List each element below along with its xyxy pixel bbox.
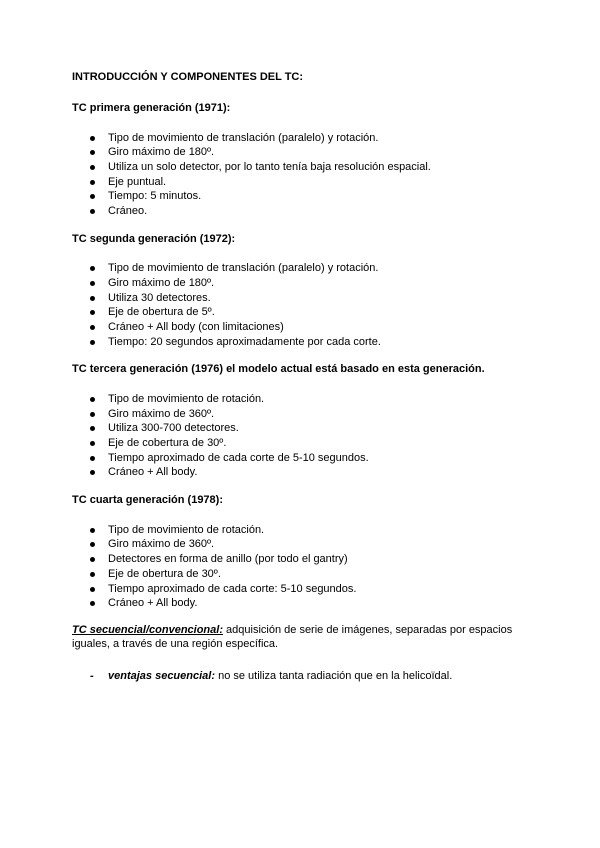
list-item: Eje de obertura de 30º.	[72, 567, 532, 582]
list-item: Eje de obertura de 5º.	[72, 305, 532, 320]
list-item: Tiempo: 5 minutos.	[72, 189, 532, 204]
bullet-icon	[90, 150, 95, 155]
bullet-icon	[90, 426, 95, 431]
list-item: Eje de cobertura de 30º.	[72, 436, 532, 451]
list-item: Tipo de movimiento de translación (paralelo) y rotación.	[72, 131, 532, 146]
list-item: Cráneo + All body.	[72, 596, 532, 611]
dash-bullet: -	[90, 670, 94, 683]
list-item: Giro máximo de 180º.	[72, 145, 532, 160]
bullet-icon	[90, 441, 95, 446]
bullet-icon	[90, 340, 95, 345]
secuencial-term: TC secuencial/convencional:	[72, 623, 223, 636]
ventajas-item	[72, 669, 532, 684]
list-item: Tipo de movimiento de rotación.	[72, 392, 532, 407]
bullet-icon	[90, 281, 95, 286]
bullet-icon	[90, 397, 95, 402]
list-item: Cráneo + All body (con limitaciones)	[72, 320, 532, 335]
list-item: Giro máximo de 360º.	[72, 537, 532, 552]
list-item: Giro máximo de 360º.	[72, 407, 532, 422]
document-title: INTRODUCCIÓN Y COMPONENTES DEL TC:	[72, 71, 304, 83]
bullet-icon	[90, 325, 95, 330]
bullet-icon	[90, 194, 95, 199]
bullet-icon	[90, 470, 95, 475]
bullet-icon	[90, 310, 95, 315]
bullet-icon	[90, 296, 95, 301]
bullet-icon	[90, 456, 95, 461]
list-item: Utiliza un solo detector, por lo tanto tenía baja resolución espacial.	[72, 160, 532, 175]
list-item: Cráneo + All body.	[72, 465, 532, 480]
bullet-icon	[90, 209, 95, 214]
section-heading-first-generation: TC primera generación (1971):	[72, 102, 231, 114]
list-item: Eje puntual.	[72, 175, 532, 190]
bullet-icon	[90, 587, 95, 592]
bullet-icon	[90, 136, 95, 141]
bullet-icon	[90, 180, 95, 185]
bullet-icon	[90, 528, 95, 533]
bullet-icon	[90, 572, 95, 577]
bullet-icon	[90, 601, 95, 606]
bullet-icon	[90, 542, 95, 547]
bullet-icon	[90, 165, 95, 170]
ventajas-term: ventajas secuencial:	[108, 670, 216, 683]
list-item: Tiempo: 20 segundos aproximadamente por cada corte.	[72, 335, 532, 350]
list-item: Tipo de movimiento de translación (paralelo) y rotación.	[72, 261, 532, 276]
list-item: Utiliza 300-700 detectores.	[72, 421, 532, 436]
ventajas-text: no se utiliza tanta radiación que en la helicoïdal.	[215, 670, 453, 683]
bullet-list-second-generation	[72, 261, 532, 349]
bullet-list-third-generation	[72, 392, 532, 480]
secuencial-definition: adquisición de serie de imágenes, separadas por espacios iguales, a través de una región específica.	[72, 623, 513, 651]
list-item: Tipo de movimiento de rotación.	[72, 523, 532, 538]
bullet-icon	[90, 266, 95, 271]
list-item: Giro máximo de 180º.	[72, 276, 532, 291]
list-item: Utiliza 30 detectores.	[72, 291, 532, 306]
bullet-icon	[90, 412, 95, 417]
list-item: Cráneo.	[72, 204, 532, 219]
list-item: Tiempo aproximado de cada corte: 5-10 segundos.	[72, 582, 532, 597]
bullet-list-first-generation	[72, 131, 532, 219]
section-heading-fourth-generation: TC cuarta generación (1978):	[72, 494, 223, 507]
bullet-icon	[90, 557, 95, 562]
bullet-list-fourth-generation	[72, 523, 532, 611]
secuencial-paragraph	[72, 623, 532, 652]
document-page	[72, 70, 532, 684]
list-item: Tiempo aproximado de cada corte de 5-10 segundos.	[72, 451, 532, 466]
section-heading-second-generation: TC segunda generación (1972):	[72, 232, 236, 245]
section-heading-third-generation: TC tercera generación (1976) el modelo actual está basado en esta generación.	[72, 363, 485, 376]
list-item: Detectores en forma de anillo (por todo el gantry)	[72, 552, 532, 567]
